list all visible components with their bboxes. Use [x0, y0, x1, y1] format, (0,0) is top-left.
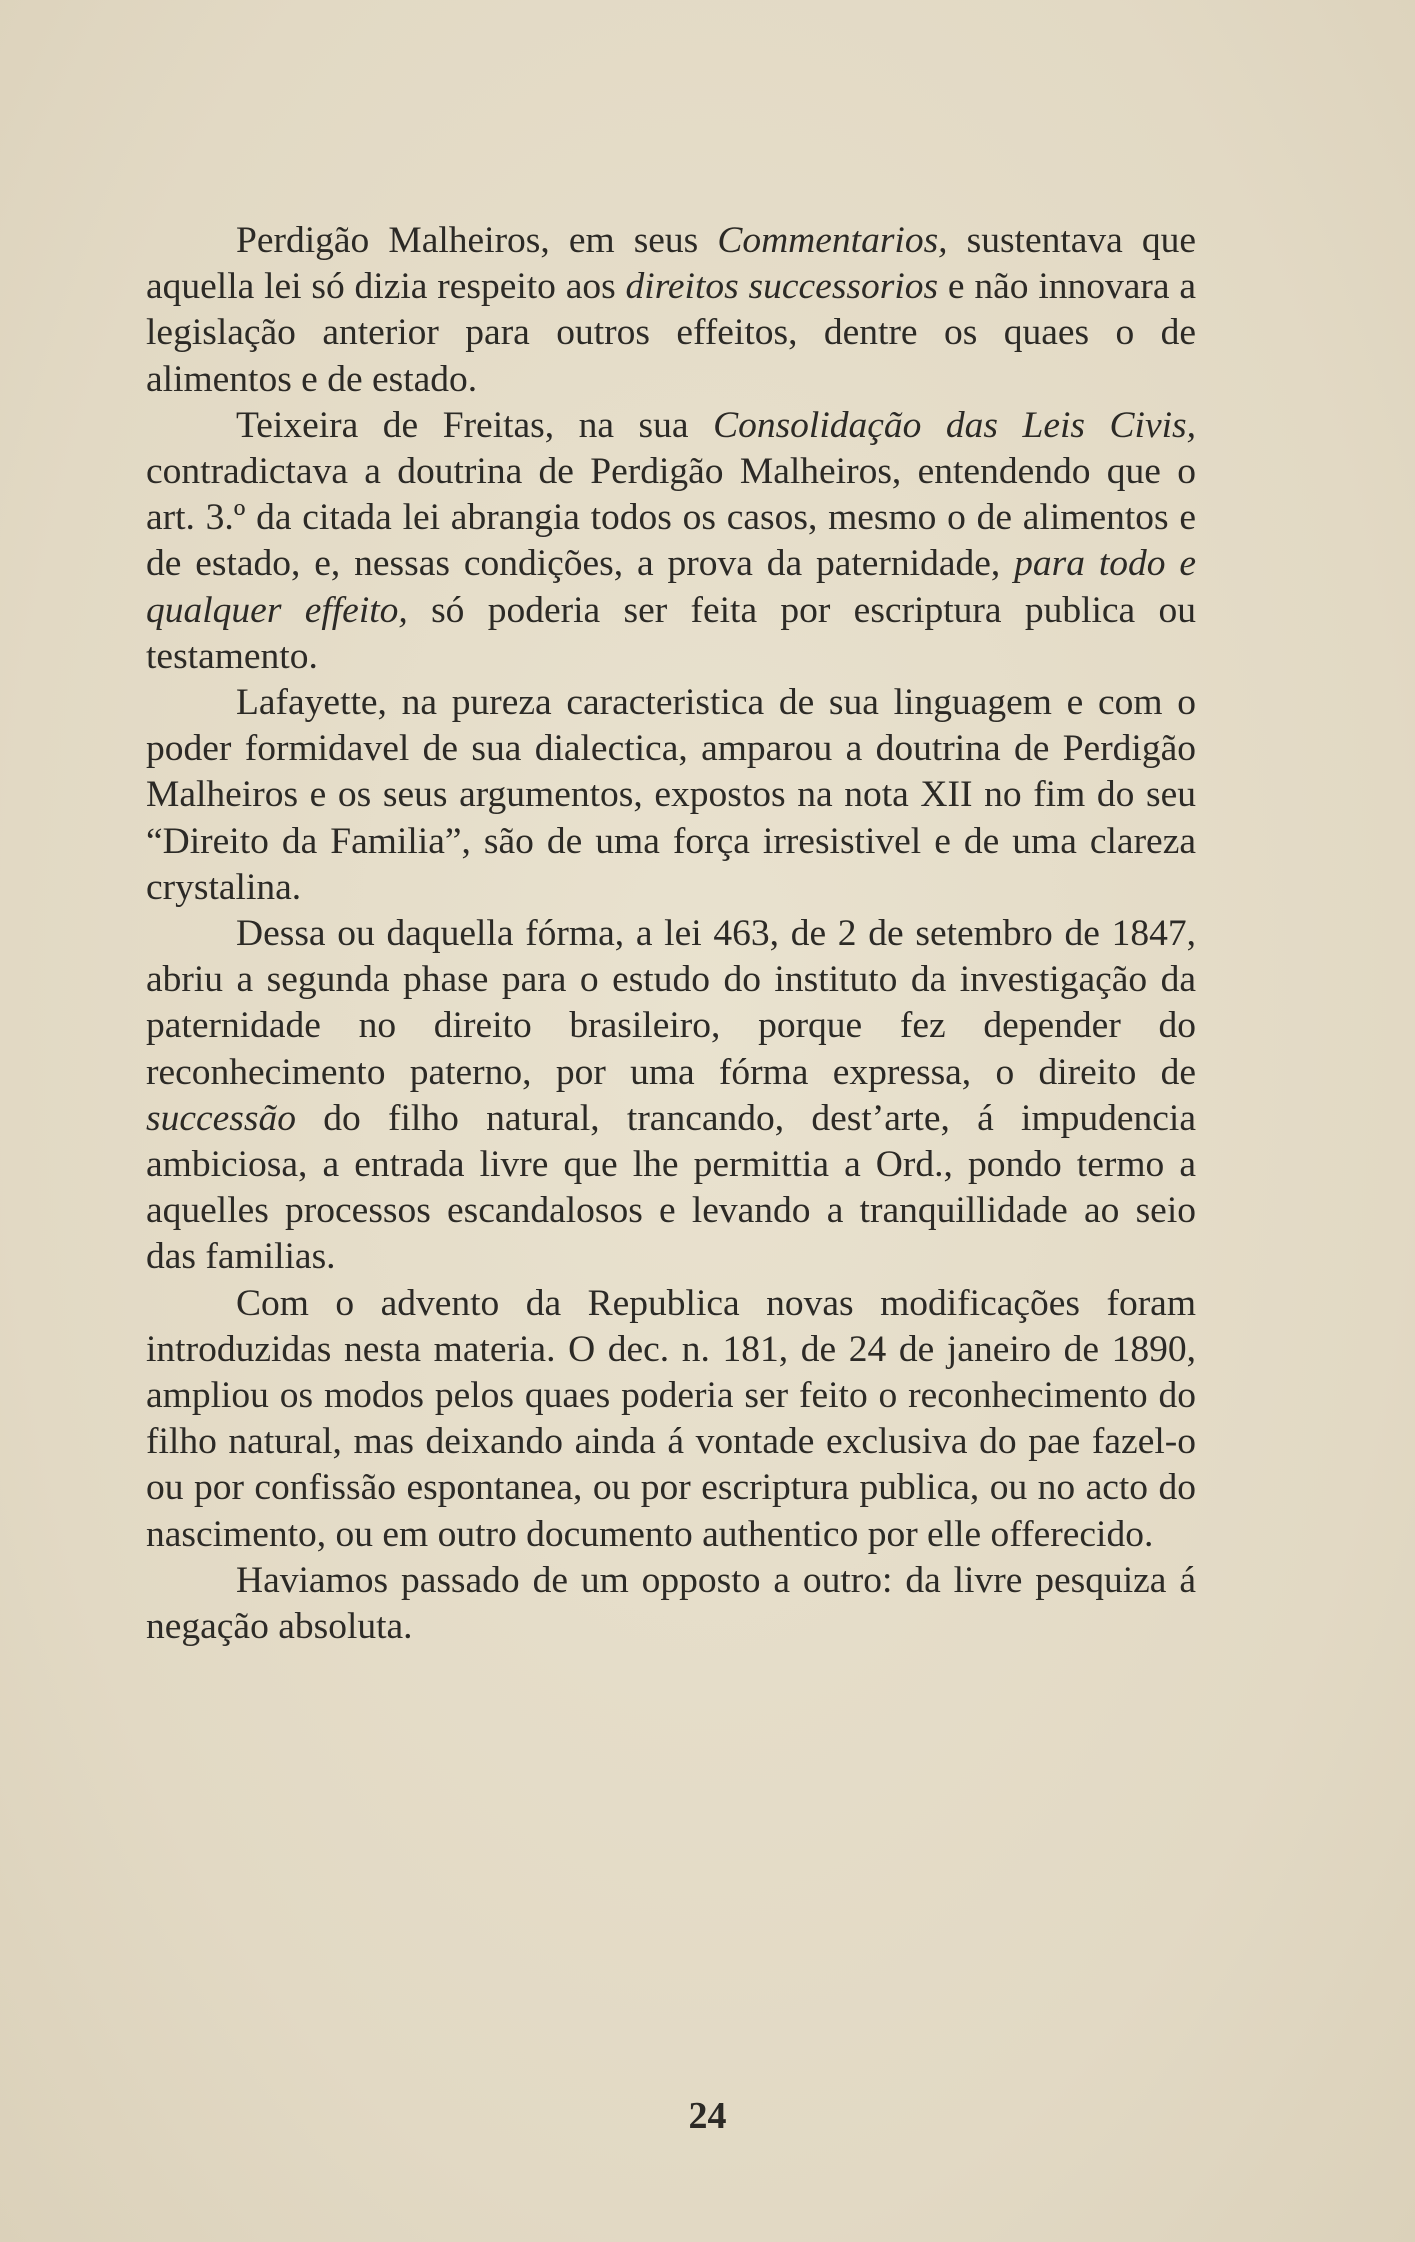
text-run: do filho natural, trancando, dest’arte, á impudencia ambiciosa, a entrada livre que lhe permittia a Ord., pondo termo a aquelles processos escandalosos e levando a tranquillidade ao seio das familias. — [146, 1097, 1196, 1278]
text-run: Haviamos passado de um opposto a outro: da livre pesquiza á negação absoluta. — [146, 1559, 1196, 1648]
text-run: Lafayette, na pureza caracteristica de sua linguagem e com o poder formidavel de sua dialectica, amparou a doutrina de Perdigão Malheiros e os seus argumentos, expostos na nota XII no fim do seu “Direito da Familia”, são de uma força irresistivel e de uma clareza crystalina. — [146, 682, 1196, 908]
paragraph-5 — [146, 1281, 1196, 1558]
italic-run: Consolidação das Leis Civis, — [713, 404, 1196, 446]
text-run: Teixeira de Freitas, na sua — [236, 404, 714, 446]
text-run: contradictava a doutrina de Perdigão Malheiros, entendendo que o art. 3.º da citada lei abrangia todos os casos, mesmo o de alimentos e de estado, e, nessas condições, a prova da paternidade, — [146, 451, 1196, 585]
italic-run: successão — [146, 1097, 296, 1139]
paragraph-4 — [146, 911, 1196, 1281]
text-run: e não innovara a legislação anterior para outros effeitos, dentre os quaes o de alimentos e de estado. — [146, 266, 1196, 400]
text-run: Perdigão Malheiros, em seus — [236, 220, 718, 261]
italic-run: Commentarios, — [717, 220, 948, 261]
paragraph-2 — [146, 403, 1196, 680]
text-run: sustentava que aquella lei só dizia respeito aos — [146, 220, 1196, 308]
text-run: Dessa ou daquella fórma, a lei 463, de 2 de setembro de 1847, abriu a segunda phase para o estudo do instituto da investigação da paternidade no direito brasileiro, porque fez depender do reconhecimento paterno, por uma fórma expressa, o direito de — [146, 913, 1196, 1093]
italic-run: direitos successorios — [625, 266, 939, 308]
italic-run: para todo e qualquer effeito, — [146, 543, 1196, 631]
paragraph-6 — [146, 1558, 1196, 1650]
paragraph-3 — [146, 680, 1196, 911]
page-number: 24 — [688, 2095, 727, 2137]
text-run: Com o advento da Republica novas modificações foram introduzidas nesta materia. O dec. n. 181, de 24 de janeiro de 1890, ampliou os modos pelos quaes poderia ser feito o reconhecimento do filho natural, mas deixando ainda á vontade exclusiva do pae fazel-o ou por confissão espontanea, ou por escriptura publica, ou no acto do nascimento, ou em outro documento authentico por elle offerecido. — [146, 1282, 1196, 1555]
paragraph-1 — [146, 218, 1196, 403]
text-run: só poderia ser feita por escriptura publica ou testamento. — [146, 589, 1196, 677]
body-text — [146, 218, 1196, 1650]
